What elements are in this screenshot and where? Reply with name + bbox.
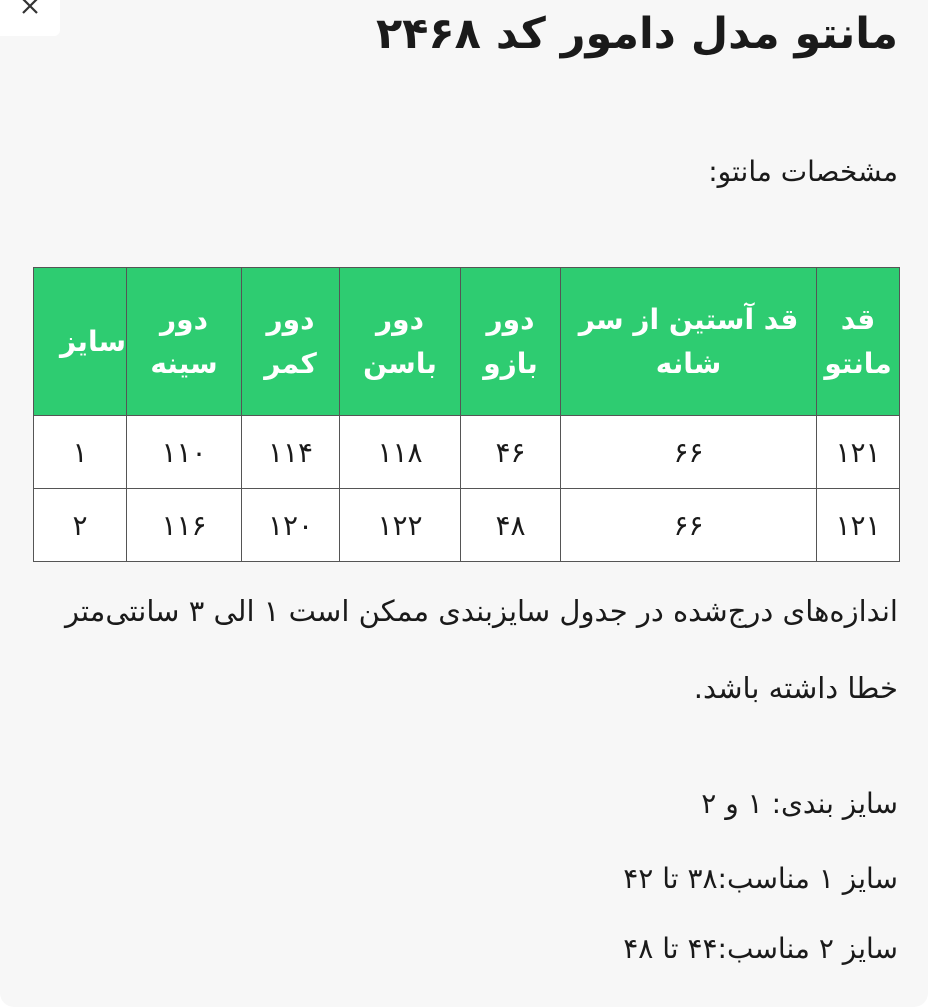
header-cell: دور سینه: [127, 268, 242, 416]
table-cell: ۶۶: [561, 416, 817, 489]
table-cell: ۶۶: [561, 489, 817, 562]
table-row: [34, 416, 900, 489]
table-cell: ۱: [34, 416, 127, 489]
sizing-line-size-2: سایز ۲ مناسب:۴۴ تا ۴۸: [623, 932, 898, 965]
table-cell: ۱۲۲: [340, 489, 461, 562]
table-cell: ۲: [34, 489, 127, 562]
header-cell: قد مانتو: [817, 268, 900, 416]
header-cell: دور بازو: [461, 268, 561, 416]
table-cell: ۴۸: [461, 489, 561, 562]
sizing-line-sizes: سایز بندی: ۱ و ۲: [701, 787, 898, 820]
table-row: [34, 489, 900, 562]
header-cell: دور باسن: [340, 268, 461, 416]
table-cell: ۱۲۱: [817, 416, 900, 489]
close-icon: [18, 0, 42, 18]
specs-heading: مشخصات مانتو:: [708, 155, 898, 188]
table-cell: ۱۱۰: [127, 416, 242, 489]
table-cell: ۱۱۶: [127, 489, 242, 562]
table-cell: ۱۱۸: [340, 416, 461, 489]
header-cell: دور کمر: [242, 268, 340, 416]
header-cell: قد آستین از سر شانه: [561, 268, 817, 416]
sizing-line-size-1: سایز ۱ مناسب:۳۸ تا ۴۲: [623, 862, 898, 895]
table-cell: ۴۶: [461, 416, 561, 489]
product-title: مانتو مدل دامور کد ۲۴۶۸: [375, 9, 898, 59]
table-cell: ۱۲۱: [817, 489, 900, 562]
close-button[interactable]: [0, 0, 60, 36]
size-table: [33, 267, 900, 562]
sizing-note: اندازه‌های درج‌شده در جدول سایزبندی ممکن است ۱ الی ۳ سانتی‌متر خطا داشته باشد.: [65, 594, 898, 705]
table-header-row: [34, 268, 900, 416]
header-cell: سایز: [34, 268, 127, 416]
table-cell: ۱۲۰: [242, 489, 340, 562]
table-cell: ۱۱۴: [242, 416, 340, 489]
